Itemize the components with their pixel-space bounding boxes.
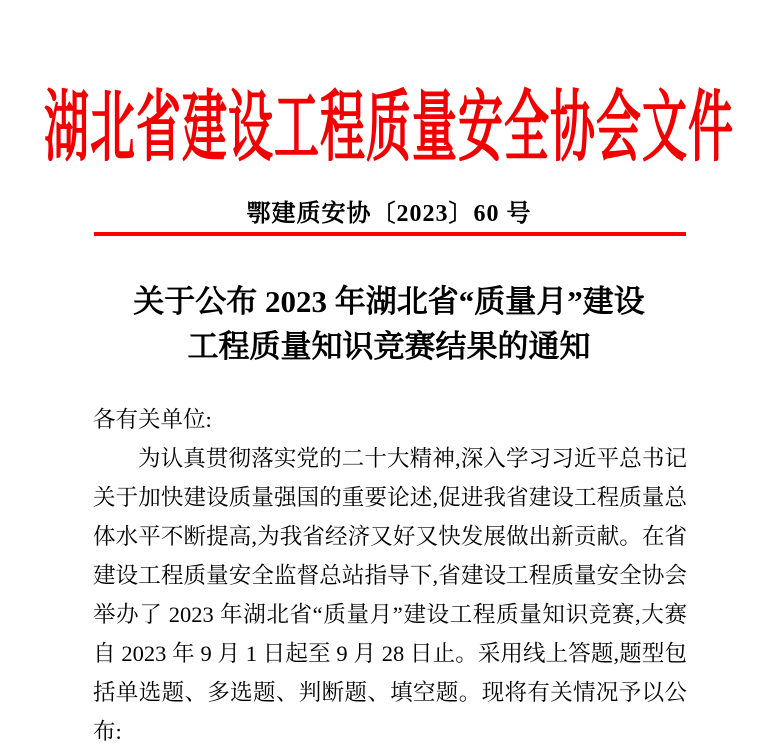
- body-line: 括单选题、多选题、判断题、填空题。现将有关情况予以公: [93, 680, 687, 705]
- body-text: [93, 400, 687, 751]
- body-line: 举办了 2023 年湖北省“质量月”建设工程质量知识竞赛,大赛: [93, 602, 687, 627]
- red-divider-line: [94, 232, 686, 236]
- body-line: 建设工程质量安全监督总站指导下,省建设工程质量安全协会: [93, 563, 687, 588]
- body-line: 自 2023 年 9 月 1 日起至 9 月 28 日止。采用线上答题,题型包: [93, 641, 687, 666]
- doc-number: 鄂建质安协〔2023〕60 号: [246, 201, 532, 227]
- body-line: 布:: [93, 719, 122, 744]
- body-line: 关于加快建设质量强国的重要论述,促进我省建设工程质量总: [93, 485, 687, 510]
- doc-title-line-2: 工程质量知识竞赛结果的通知: [187, 329, 591, 364]
- body-line: 为认真贯彻落实党的二十大精神,深入学习习近平总书记: [138, 446, 687, 471]
- salutation: 各有关单位:: [93, 407, 212, 432]
- letterhead-title: 湖北省建设工程质量安全协会文件: [43, 84, 734, 171]
- doc-title: [0, 279, 778, 369]
- doc-title-line-1: 关于公布 2023 年湖北省“质量月”建设: [133, 284, 645, 319]
- body-line: 体水平不断提高,为我省经济又好又快发展做出新贡献。在省: [93, 524, 687, 549]
